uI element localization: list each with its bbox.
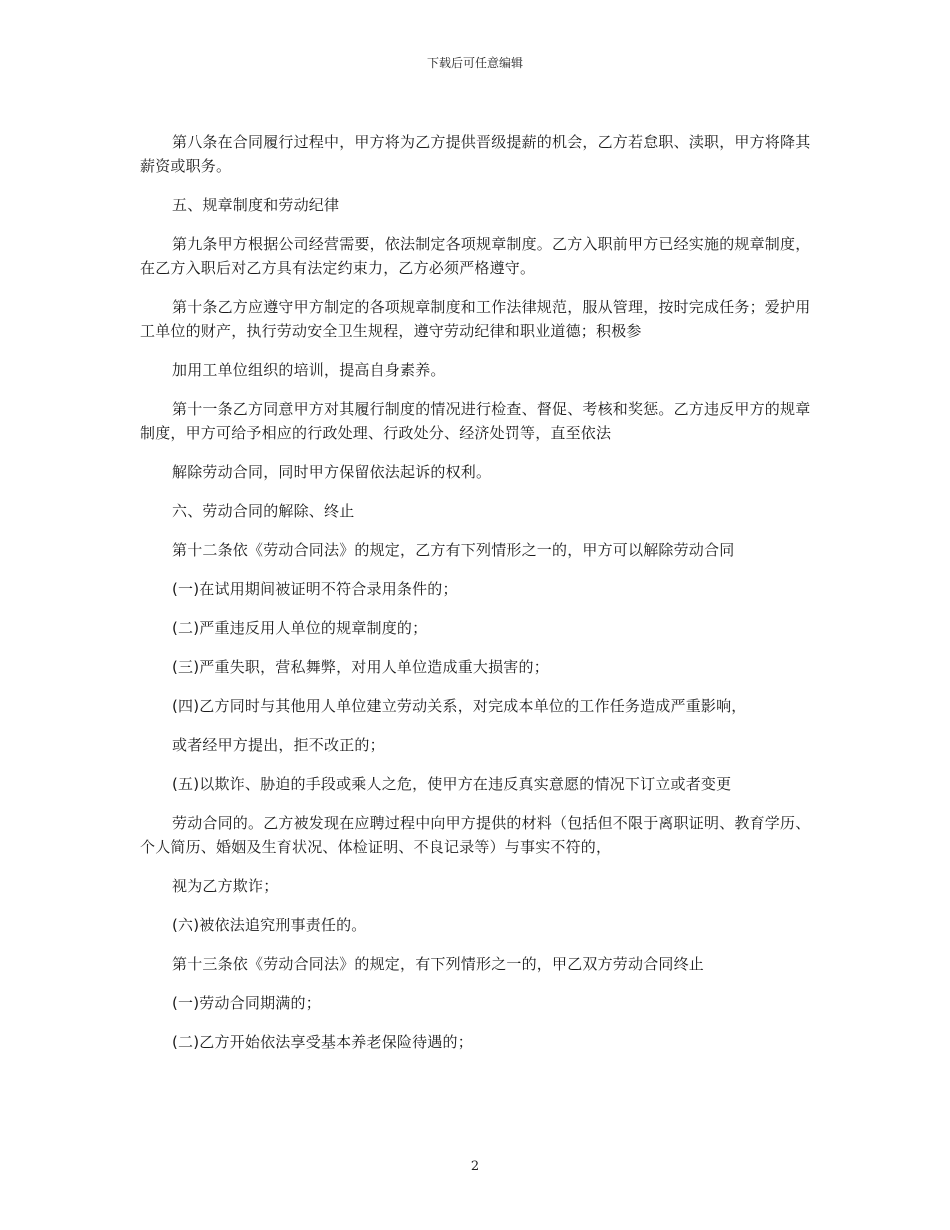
list-item-12-5-fraud: 视为乙方欺诈； xyxy=(172,877,279,895)
paragraph-article-8: 第八条在合同履行过程中，甲方将为乙方提供晋级提薪的机会，乙方若怠职、渎职，甲方将降其薪资或职务。 xyxy=(140,133,811,175)
list-item-12-5-continued: 劳动合同的。乙方被发现在应聘过程中向甲方提供的材料（包括但不限于离职证明、教育学历、个人简历、婚姻及生育状况、体检证明、不良记录等）与事实不符的， xyxy=(140,814,811,856)
paragraph-article-10: 第十条乙方应遵守甲方制定的各项规章制度和工作法律规范，服从管理，按时完成任务；爱护用工单位的财产，执行劳动安全卫生规程，遵守劳动纪律和职业道德；积极参 xyxy=(140,298,811,340)
page-number: 2 xyxy=(470,1159,480,1174)
paragraph-article-11: 第十一条乙方同意甲方对其履行制度的情况进行检查、督促、考核和奖惩。乙方违反甲方的规章制度，甲方可给予相应的行政处理、行政处分、经济处罚等，直至依法 xyxy=(140,400,811,442)
list-item-12-1: (一)在试用期间被证明不符合录用条件的； xyxy=(172,580,458,598)
list-item-12-3: (三)严重失职，营私舞弊，对用人单位造成重大损害的； xyxy=(172,658,549,676)
section-heading-5: 五、规章制度和劳动纪律 xyxy=(172,196,340,214)
list-item-12-4-continued: 或者经甲方提出，拒不改正的； xyxy=(172,736,385,754)
list-item-13-2: (二)乙方开始依法享受基本养老保险待遇的； xyxy=(172,1033,473,1051)
section-heading-6: 六、劳动合同的解除、终止 xyxy=(172,502,355,520)
page-header: 下载后可任意编辑 xyxy=(426,56,523,70)
list-item-12-4: (四)乙方同时与其他用人单位建立劳动关系，对完成本单位的工作任务造成严重影响， xyxy=(172,697,747,715)
paragraph-article-10-continued: 加用工单位组织的培训，提高自身素养。 xyxy=(172,361,446,379)
document-body xyxy=(140,130,812,1054)
list-item-12-2: (二)严重违反用人单位的规章制度的； xyxy=(172,619,428,637)
list-item-12-5: (五)以欺诈、胁迫的手段或乘人之危，使甲方在违反真实意愿的情况下订立或者变更 xyxy=(172,775,732,793)
paragraph-article-11-continued: 解除劳动合同，同时甲方保留依法起诉的权利。 xyxy=(172,463,492,481)
paragraph-article-12: 第十二条依《劳动合同法》的规定，乙方有下列情形之一的，甲方可以解除劳动合同 xyxy=(172,541,735,559)
paragraph-article-13: 第十三条依《劳动合同法》的规定，有下列情形之一的，甲乙双方劳动合同终止 xyxy=(172,955,705,973)
paragraph-article-9: 第九条甲方根据公司经营需要，依法制定各项规章制度。乙方入职前甲方已经实施的规章制度，在乙方入职后对乙方具有法定约束力，乙方必须严格遵守。 xyxy=(140,235,811,277)
list-item-13-1: (一)劳动合同期满的； xyxy=(172,994,321,1012)
list-item-12-6: (六)被依法追究刑事责任的。 xyxy=(172,916,367,934)
